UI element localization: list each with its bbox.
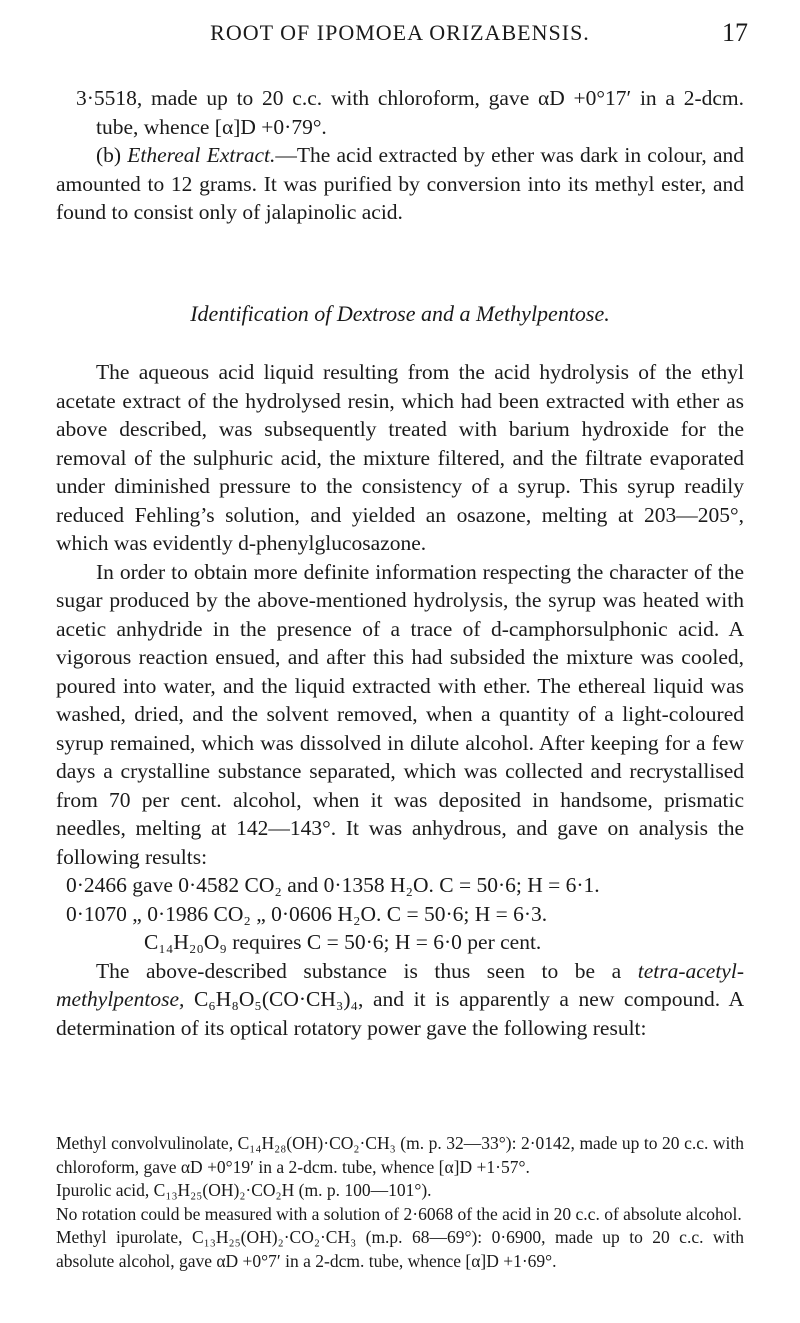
small-print-block xyxy=(56,1132,744,1273)
main-text-continued xyxy=(56,358,744,1042)
paragraph-rotation-result: 3·5518, made up to 20 c.c. with chloroform, gave αD +0°17′ in a 2-dcm. tube, whence [α]D +0·79°. xyxy=(76,86,744,139)
small-print-no-rotation: No rotation could be measured with a solution of 2·6068 of the acid in 20 c.c. of absolute alcohol. xyxy=(56,1203,742,1224)
paragraph-conclusion-b: C₆H₈O₅(CO·CH₃)₄, and it is apparently a new compound. A determination of its optical rotatory power gave the following result: xyxy=(56,987,744,1040)
analysis-line-3: C₁₄H₂₀O₉ requires C = 50·6; H = 6·0 per cent. xyxy=(144,930,542,954)
running-head xyxy=(0,20,800,50)
small-print-methyl-ipurolate: Methyl ipurolate, C₁₃H₂₅(OH)₂·CO₂·CH₃ (m.p. 68—69°): 0·6900, made up to 20 c.c. with absolute alcohol, gave αD +0°7′ in a 2-dcm. tube, whence [α]D +1·69°. xyxy=(56,1227,744,1271)
page-number: 17 xyxy=(722,18,748,47)
paragraph-body: —The acid extracted by ether was dark in colour, and amounted to 12 grams. It was purified by conversion into its methyl ester, and found to consist only of jalapinolic acid. xyxy=(56,143,744,224)
paragraph-title: Ethereal Extract. xyxy=(127,143,276,167)
paragraph-aqueous-liquid: The aqueous acid liquid resulting from the acid hydrolysis of the ethyl acetate extract of the hydrolysed resin, which had been extracted with ether as above described, was subsequently treated with barium hydroxide for the removal of the sulphuric acid, the mixture filtered, and the filtrate evaporated under diminished pressure to the consistency of a syrup. This syrup readily reduced Fehling’s solution, and yielded an osazone, melting at 203—205°, which was evidently d-phenylglucosazone. xyxy=(56,360,744,555)
paragraph-acetylation: In order to obtain more definite information respecting the character of the sugar produced by the above-mentioned hydrolysis, the syrup was heated with acetic anhydride in the presence of a trace of d-camphorsulphonic acid. A vigorous reaction ensued, and after this had subsided the mixture was cooled, poured into water, and the liquid extracted with ether. The ethereal liquid was washed, dried, and the solvent removed, when a quantity of a light-coloured syrup remained, which was dissolved in dilute alcohol. After keeping for a few days a crystalline substance separated, which was collected and recrystallised from 70 per cent. alcohol, when it was deposited in handsome, prismatic needles, melting at 142—143°. It was anhydrous, and gave on analysis the following results: xyxy=(56,559,744,869)
compound-name: tetra-acetyl-methylpentose, xyxy=(56,958,744,1011)
main-text xyxy=(56,84,744,227)
section-heading: Identification of Dextrose and a Methylpentose. xyxy=(190,301,610,326)
section xyxy=(56,300,744,329)
small-print-ipurolic-acid: Ipurolic acid, C₁₃H₂₅(OH)₂·CO₂H (m. p. 100—101°). xyxy=(56,1180,432,1200)
small-print-methyl-convolvulinolate: Methyl convolvulinolate, C₁₄H₂₈(OH)·CO₂·CH₃ (m. p. 32—33°): 2·0142, made up to 20 c.c. with chloroform, gave αD +0°19′ in a 2-dcm. tube, whence [α]D +1·57°. xyxy=(56,1133,744,1177)
paragraph-conclusion-a: The above-described substance is thus seen to be a xyxy=(96,958,638,983)
paragraph-conclusion xyxy=(56,957,744,1043)
analysis-line-2: 0·1070 „ 0·1986 CO₂ „ 0·0606 H₂O. C = 50·6; H = 6·3. xyxy=(66,901,548,926)
running-title: ROOT OF IPOMOEA ORIZABENSIS. xyxy=(210,20,590,45)
paragraph-ethereal-extract xyxy=(56,141,744,227)
paragraph-label: (b) xyxy=(96,143,122,167)
analysis-line-1: 0·2466 gave 0·4582 CO₂ and 0·1358 H₂O. C = 50·6; H = 6·1. xyxy=(66,873,600,897)
